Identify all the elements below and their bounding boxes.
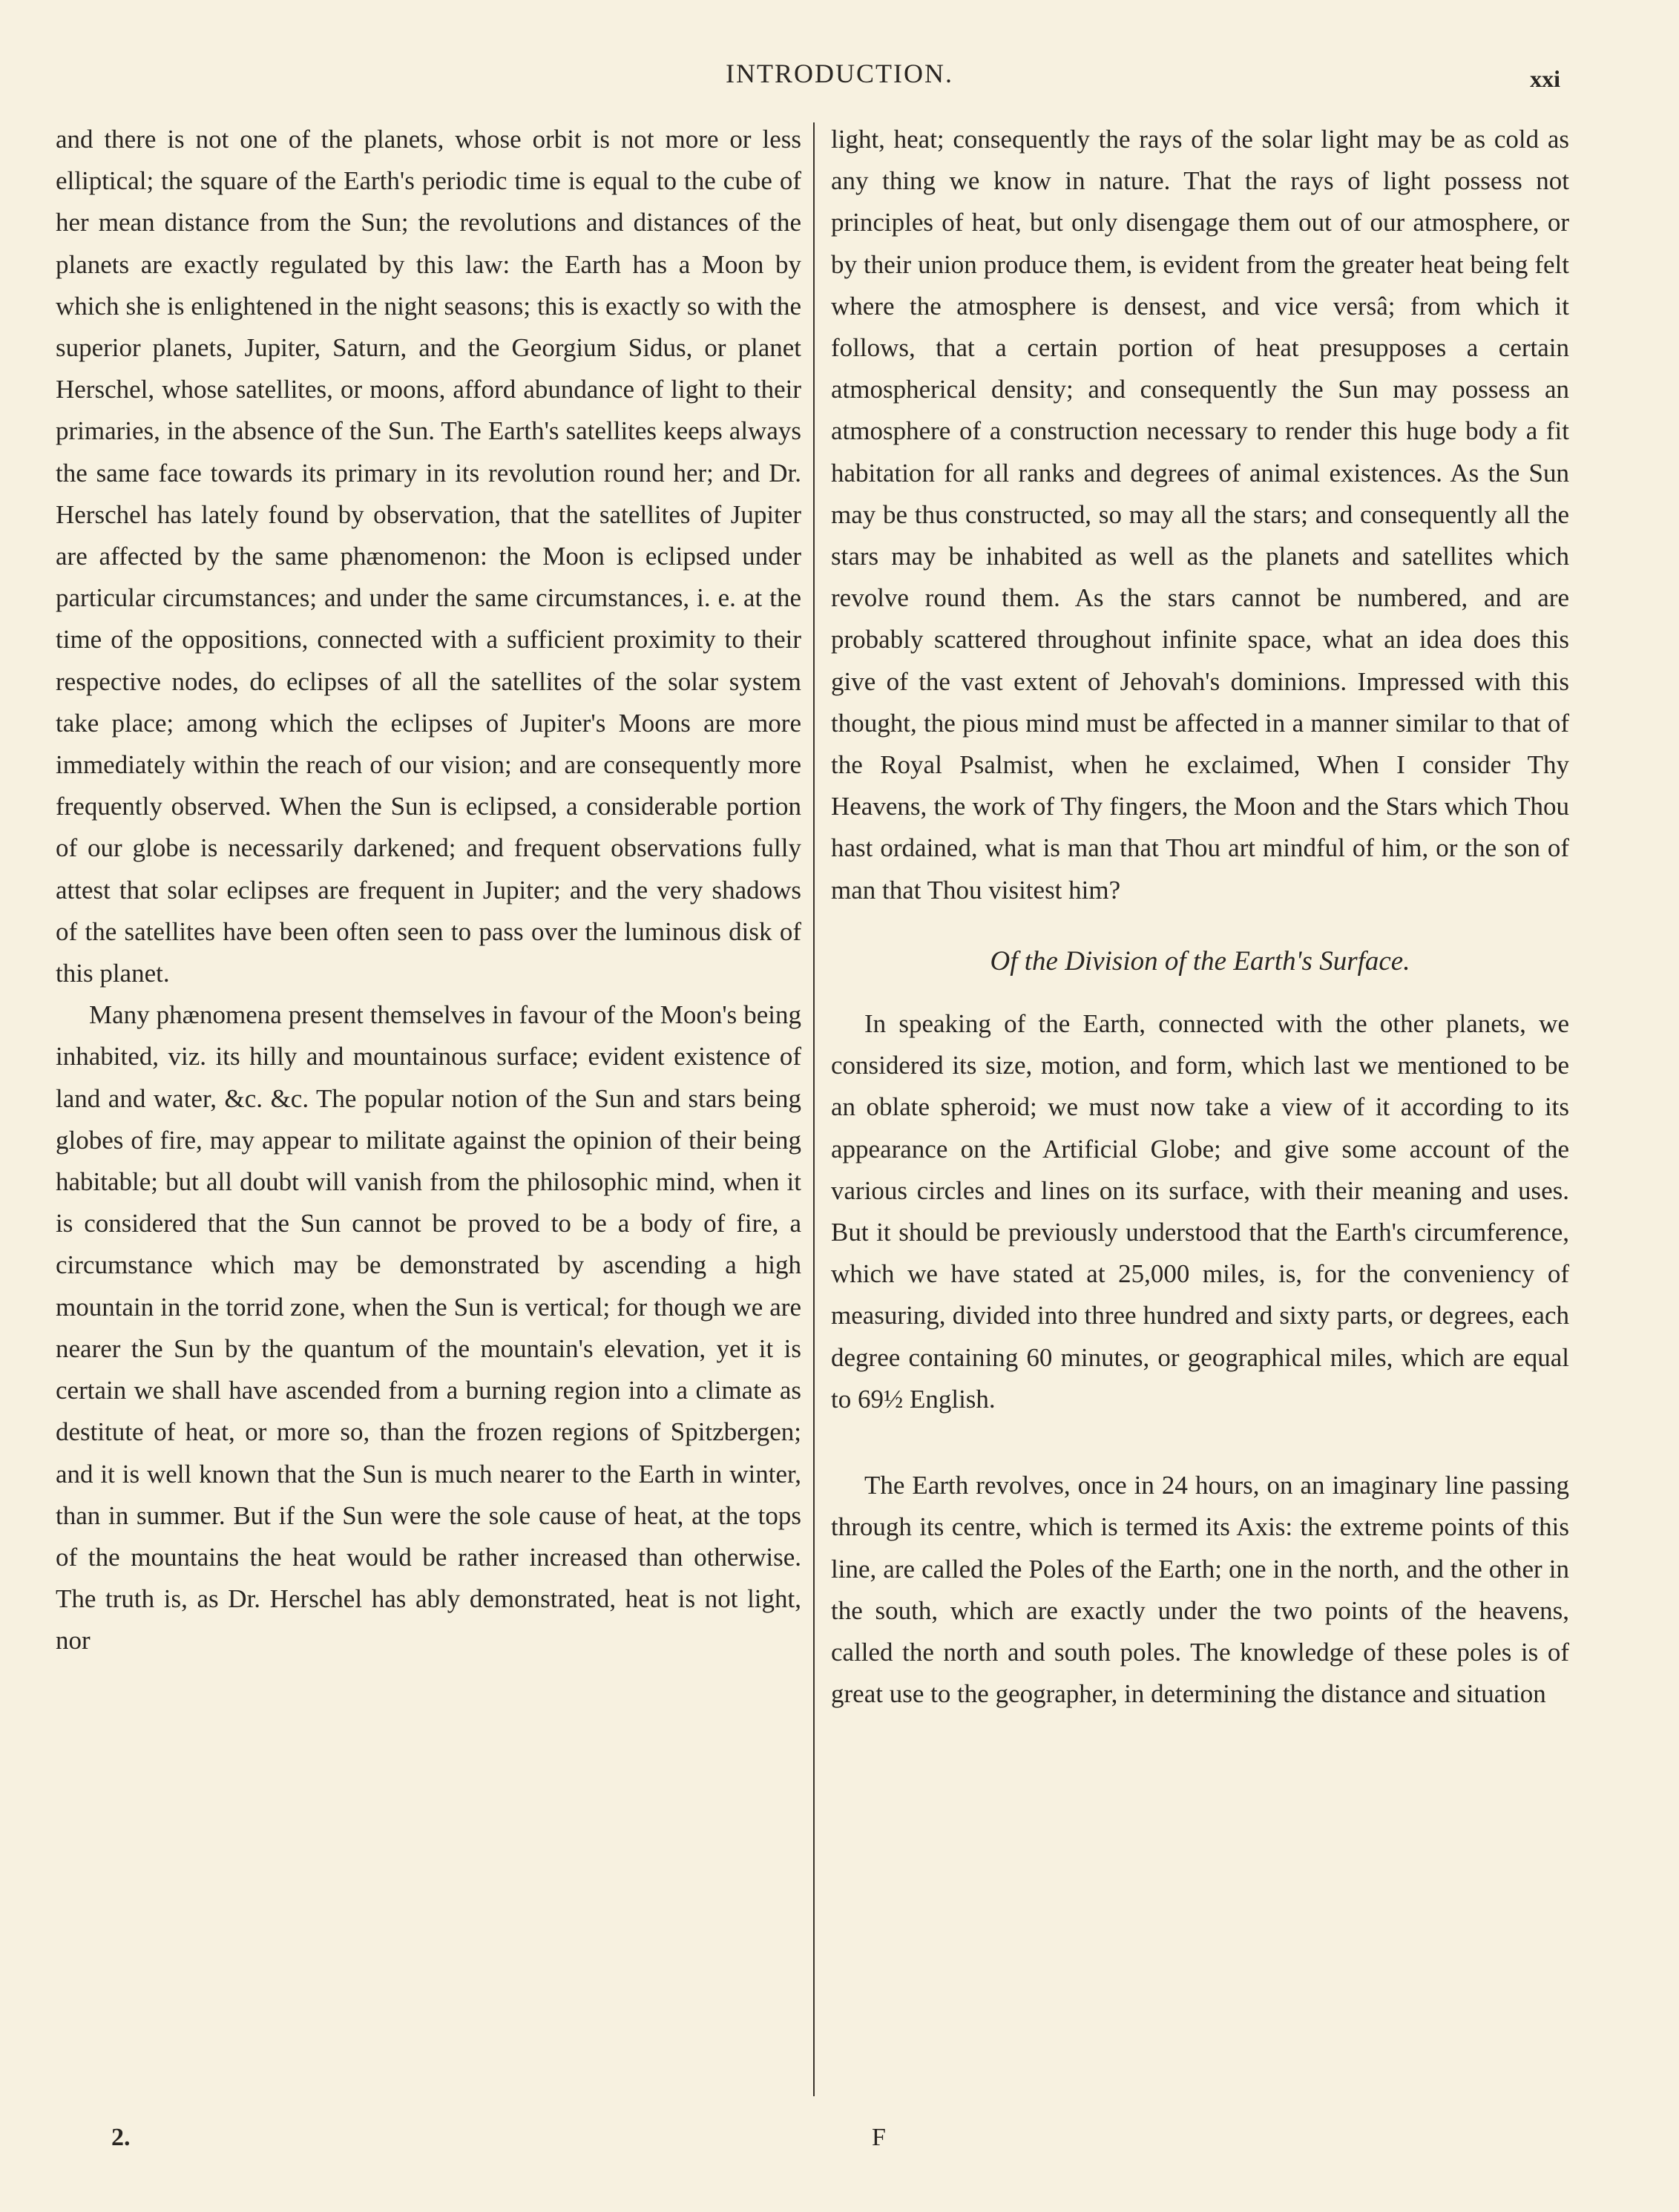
running-title: INTRODUCTION. xyxy=(726,59,953,88)
paragraph-spacer xyxy=(831,1420,1569,1465)
right-paragraph-3: The Earth revolves, once in 24 hours, on an imaginary line passing through its centre, which is termed its Axis: the extreme points of this line, are called the Poles of the Earth; one in the north, and the other in the south, which are exactly under the two points of the heavens, called the north and south poles. The knowledge of these poles is of great use to the geographer, in determining the distance and situation xyxy=(831,1471,1569,1709)
signature-mark-right: F xyxy=(872,2124,886,2151)
column-divider xyxy=(813,122,815,2096)
right-column xyxy=(831,119,1569,1715)
right-paragraph-1: light, heat; consequently the rays of the solar light may be as cold as any thing we know in nature. That the rays of light possess not principles of heat, but only disengage them out of our atmosphere, or by their union produce them, is evident from the greater heat being felt where the atmosphere is densest, and vice versâ; from which it follows, that a certain portion of heat presupposes a certain atmospherical density; and consequently the Sun may possess an atmosphere of a construction necessary to render this huge body a fit habitation for all ranks and degrees of animal existences. As the Sun may be thus constructed, so may all the stars; and consequently all the stars may be inhabited as well as the planets and satellites which revolve round them. As the stars cannot be numbered, and are probably scattered throughout infinite space, what an idea does this give of the vast extent of Jehovah's dominions. Impressed with this thought, the pious mind must be affected in a manner similar to that of the Royal Psalmist, when he exclaimed, When I consider Thy Heavens, the work of Thy fingers, the Moon and the Stars which Thou hast ordained, what is man that Thou art mindful of him, or the son of man that Thou visitest him? xyxy=(831,125,1569,905)
left-paragraph-2: Many phænomena present themselves in favour of the Moon's being inhabited, viz. its hilly and mountainous surface; evident existence of land and water, &c. &c. The popular notion of the Sun and stars being globes of fire, may appear to militate against the opinion of their being habitable; but all doubt will vanish from the philosophic mind, when it is considered that the Sun cannot be proved to be a body of fire, a circumstance which may be demonstrated by ascending a high mountain in the torrid zone, when the Sun is vertical; for though we are nearer the Sun by the quantum of the mountain's elevation, yet it is certain we shall have ascended from a burning region into a climate as destitute of heat, or more so, than the frozen regions of Spitzbergen; and it is well known that the Sun is much nearer to the Earth in winter, than in summer. But if the Sun were the sole cause of heat, at the tops of the mountains the heat would be rather increased than otherwise. The truth is, as Dr. Herschel has ably demonstrated, heat is not light, nor xyxy=(56,1000,801,1655)
section-heading: Of the Division of the Earth's Surface. xyxy=(990,945,1410,977)
page-number: xxi xyxy=(1530,65,1560,92)
signature-mark-left: 2. xyxy=(111,2124,131,2151)
left-column xyxy=(56,119,801,1662)
right-paragraph-2: In speaking of the Earth, connected with the other planets, we considered its size, motion, and form, which last we mentioned to be an oblate spheroid; we must now take a view of it according to its appearance on the Artificial Globe; and give some account of the various circles and lines on its surface, with their meaning and uses. But it should be previously understood that the Earth's circumference, which we have stated at 25,000 miles, is, for the conveniency of measuring, divided into three hundred and sixty parts, or degrees, each degree containing 60 minutes, or geographical miles, which are equal to 69½ English. xyxy=(831,1009,1569,1414)
left-paragraph-1: and there is not one of the planets, whose orbit is not more or less elliptical; the square of the Earth's periodic time is equal to the cube of her mean distance from the Sun; the revolutions and distances of the planets are exactly regulated by this law: the Earth has a Moon by which she is enlightened in the night seasons; this is exactly so with the superior planets, Jupiter, Saturn, and the Georgium Sidus, or planet Herschel, whose satellites, or moons, afford abundance of light to their primaries, in the absence of the Sun. The Earth's satellites keeps always the same face towards its primary in its revolution round her; and Dr. Herschel has lately found by observation, that the satellites of Jupiter are affected by the same phænomenon: the Moon is eclipsed under particular circumstances; and under the same circumstances, i. e. at the time of the oppositions, connected with a sufficient proximity to their respective nodes, do eclipses of all the satellites of the solar system take place; among which the eclipses of Jupiter's Moons are more immediately within the reach of our vision; and are consequently more frequently observed. When the Sun is eclipsed, a considerable portion of our globe is necessarily darkened; and frequent observations fully attest that solar eclipses are frequent in Jupiter; and the very shadows of the satellites have been often seen to pass over the luminous disk of this planet. xyxy=(56,125,801,988)
